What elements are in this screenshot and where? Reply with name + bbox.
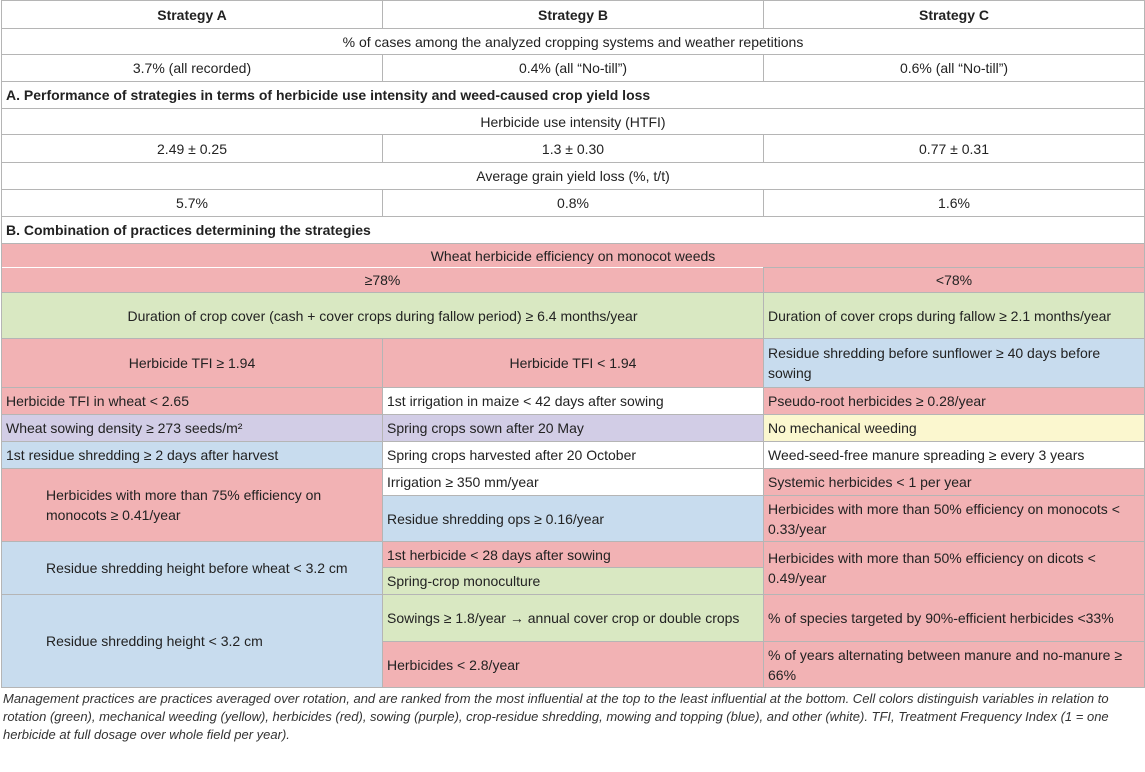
crop-cover-ab: Duration of crop cover (cash + cover crops during fallow period) ≥ 6.4 months/year [2, 293, 764, 339]
section-a-title: A. Performance of strategies in terms of herbicide use intensity and weed-caused crop yield loss [2, 82, 1145, 109]
cases-b: 0.4% (all “No-till”) [383, 55, 764, 82]
r2-a: Wheat sowing density ≥ 273 seeds/m² [2, 415, 383, 442]
r4-b2: Residue shredding ops ≥ 0.16/year [383, 496, 764, 542]
header-strategy-a: Strategy A [2, 1, 383, 29]
cases-title: % of cases among the analyzed cropping systems and weather repetitions [2, 29, 1145, 55]
yield-label: Average grain yield loss (%, t/t) [2, 163, 1145, 190]
cases-c: 0.6% (all “No-till”) [764, 55, 1145, 82]
r4-a: Herbicides with more than 75% efficiency on monocots ≥ 0.41/year [2, 469, 383, 542]
r3-c: Weed-seed-free manure spreading ≥ every 3 years [764, 442, 1145, 469]
r4-b1: Irrigation ≥ 350 mm/year [383, 469, 764, 496]
section-b-title: B. Combination of practices determining the strategies [2, 217, 1145, 244]
cases-a: 3.7% (all recorded) [2, 55, 383, 82]
wheat-efficiency-c: <78% [764, 268, 1145, 293]
r4-c1: Systemic herbicides < 1 per year [764, 469, 1145, 496]
wheat-efficiency-label: Wheat herbicide efficiency on monocot weeds [2, 244, 1145, 268]
r5-b1: 1st herbicide < 28 days after sowing [383, 542, 764, 568]
r5-c: Herbicides with more than 50% efficiency on dicots < 0.49/year [764, 542, 1145, 595]
r6-b1: Sowings ≥ 1.8/year → annual cover crop or double crops [383, 595, 764, 642]
r3-b: Spring crops harvested after 20 October [383, 442, 764, 469]
r1-c: Pseudo-root herbicides ≥ 0.28/year [764, 388, 1145, 415]
header-strategy-c: Strategy C [764, 1, 1145, 29]
wheat-efficiency-ab: ≥78% [2, 268, 764, 293]
header-row [2, 1, 1145, 29]
r1-b: 1st irrigation in maize < 42 days after sowing [383, 388, 764, 415]
header-strategy-b: Strategy B [383, 1, 764, 29]
herbicide-tfi-a: Herbicide TFI ≥ 1.94 [2, 339, 383, 388]
yield-c: 1.6% [764, 190, 1145, 217]
yield-b: 0.8% [383, 190, 764, 217]
herbicide-tfi-b: Herbicide TFI < 1.94 [383, 339, 764, 388]
table-footnote: Management practices are practices averaged over rotation, and are ranked from the most influential at the top to the least influential at the bottom. Cell colors distinguish variables in relation to rotation (green), mechanical weeding (yellow), herbicides (red), sowing (purple), crop-residue shredding, mowing and topping (blue), and other (white). TFI, Treatment Frequency Index (1 = one herbicide at full dosage over whole field per year). [3, 691, 1109, 742]
htfi-label: Herbicide use intensity (HTFI) [2, 109, 1145, 135]
r6-b2: Herbicides < 2.8/year [383, 642, 764, 688]
r6-c1: % of species targeted by 90%-efficient herbicides <33% [764, 595, 1145, 642]
r2-b: Spring crops sown after 20 May [383, 415, 764, 442]
r2-c: No mechanical weeding [764, 415, 1145, 442]
r5-a: Residue shredding height before wheat < 3.2 cm [2, 542, 383, 595]
r4-c2: Herbicides with more than 50% efficiency on monocots < 0.33/year [764, 496, 1145, 542]
r3-a: 1st residue shredding ≥ 2 days after harvest [2, 442, 383, 469]
r6-a: Residue shredding height < 3.2 cm [2, 595, 383, 688]
crop-cover-c: Duration of cover crops during fallow ≥ 2.1 months/year [764, 293, 1145, 339]
r5-b2: Spring-crop monoculture [383, 568, 764, 595]
shredding-sunflower-c: Residue shredding before sunflower ≥ 40 days before sowing [764, 339, 1145, 388]
yield-a: 5.7% [2, 190, 383, 217]
r6-c2: % of years alternating between manure and no-manure ≥ 66% [764, 642, 1145, 688]
htfi-c: 0.77 ± 0.31 [764, 135, 1145, 163]
r1-a: Herbicide TFI in wheat < 2.65 [2, 388, 383, 415]
strategies-table [1, 0, 1145, 688]
htfi-b: 1.3 ± 0.30 [383, 135, 764, 163]
htfi-a: 2.49 ± 0.25 [2, 135, 383, 163]
